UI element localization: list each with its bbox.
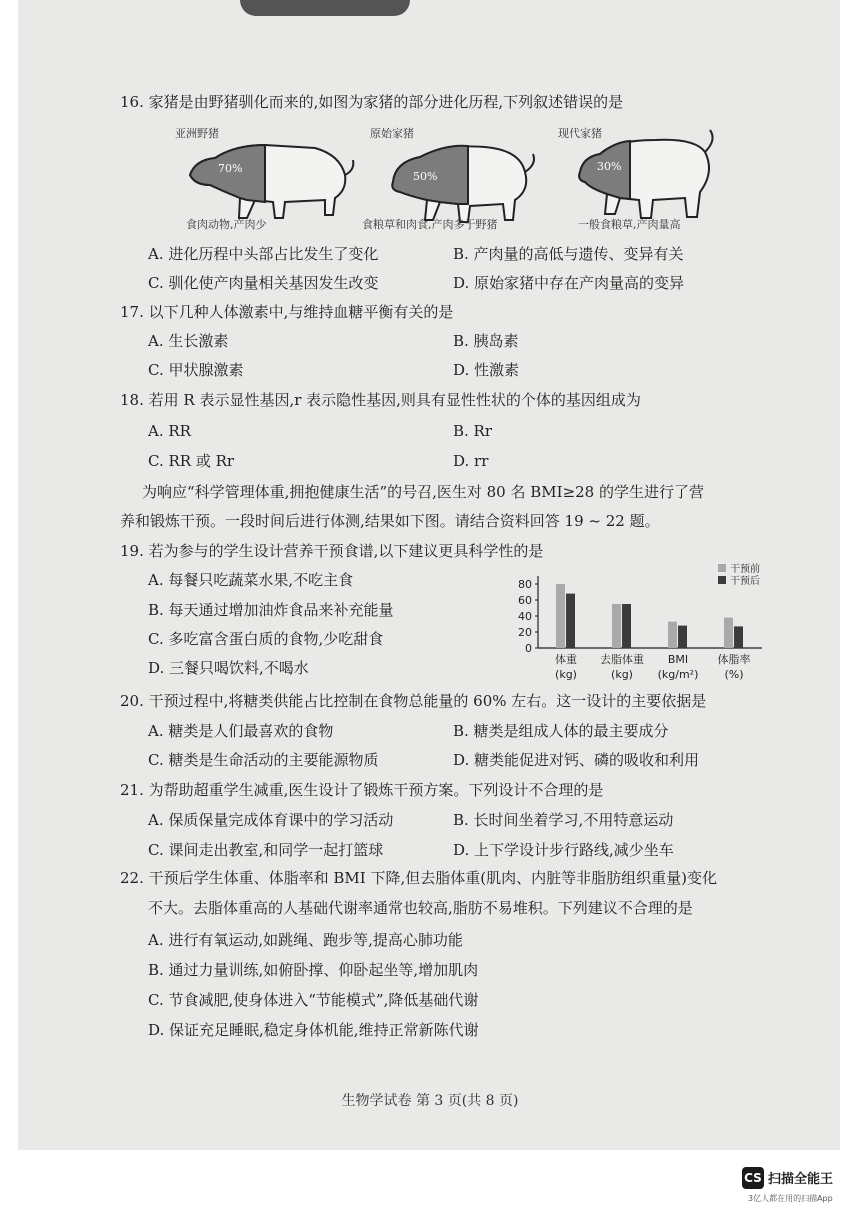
- pig-3-name: 现代家猪: [558, 127, 602, 140]
- q22-option-c: C. 节食减肥,使身体进入“节能模式”,降低基础代谢: [148, 991, 479, 1009]
- q22-option-d: D. 保证充足睡眠,稳定身体机能,维持正常新陈代谢: [148, 1021, 479, 1039]
- q17-option-d: D. 性激素: [453, 361, 520, 379]
- q22-option-b: B. 通过力量训练,如俯卧撑、仰卧起坐等,增加肌肉: [148, 961, 479, 979]
- question-22-stem-line-2: 不大。去脂体重高的人基础代谢率通常也较高,脂肪不易堆积。下列建议不合理的是: [148, 899, 693, 917]
- q20-option-d: D. 糖类能促进对钙、磷的吸收和利用: [453, 751, 700, 769]
- q18-option-a: A. RR: [148, 422, 191, 440]
- chart-x-tick-label: 体重: [555, 653, 577, 666]
- question-18-stem: 18. 若用 R 表示显性基因,r 表示隐性基因,则具有显性性状的个体的基因组成为: [120, 391, 641, 409]
- modern-domestic-pig: [579, 130, 712, 218]
- q21-option-c: C. 课间走出教室,和同学一起打篮球: [148, 841, 384, 859]
- chart-x-tick-label: 去脂体重: [600, 653, 644, 666]
- chart-bar: [622, 604, 631, 648]
- brand-tagline: 3亿人都在用的扫描App: [748, 1194, 833, 1203]
- question-21-stem: 21. 为帮助超重学生减重,医生设计了锻炼干预方案。下列设计不合理的是: [120, 781, 604, 799]
- scan-shadow: [240, 0, 410, 16]
- question-19-stem: 19. 若为参与的学生设计营养干预食谱,以下建议更具科学性的是: [120, 542, 544, 560]
- chart-bar: [724, 618, 733, 648]
- pig-2-name: 原始家猪: [370, 127, 414, 140]
- passage-line-2: 养和锻炼干预。一段时间后进行体测,结果如下图。请结合资料回答 19 ~ 22 题。: [120, 512, 660, 530]
- chart-bar: [556, 584, 565, 648]
- page-footer: 生物学试卷 第 3 页(共 8 页): [341, 1093, 519, 1109]
- q16-option-a: A. 进化历程中头部占比发生了变化: [148, 245, 379, 263]
- chart-bar: [566, 594, 575, 648]
- q19-option-a: A. 每餐只吃蔬菜水果,不吃主食: [148, 571, 354, 589]
- pig-1-name: 亚洲野猪: [175, 127, 219, 140]
- scanner-watermark: [742, 1167, 842, 1203]
- q16-option-b: B. 产肉量的高低与遗传、变异有关: [453, 245, 684, 263]
- pig-1-percent: 70%: [218, 162, 243, 175]
- chart-legend-label: 干预前: [730, 564, 760, 575]
- intervention-bar-chart: [500, 560, 790, 685]
- q16-option-c: C. 驯化使产肉量相关基因发生改变: [148, 274, 379, 292]
- q21-option-a: A. 保质保量完成体育课中的学习活动: [148, 811, 394, 829]
- chart-x-tick-label: (%): [724, 668, 744, 681]
- chart-x-tick-label: (kg): [611, 668, 633, 681]
- q17-option-c: C. 甲状腺激素: [148, 361, 244, 379]
- q22-option-a: A. 进行有氧运动,如跳绳、跑步等,提高心肺功能: [148, 931, 463, 949]
- q21-option-d: D. 上下学设计步行路线,减少坐车: [453, 841, 674, 859]
- chart-y-tick-label: 20: [518, 626, 532, 639]
- pig-3-percent: 30%: [597, 160, 622, 173]
- chart-bar: [668, 622, 677, 648]
- q20-option-b: B. 糖类是组成人体的最主要成分: [453, 722, 669, 740]
- chart-y-tick-label: 60: [518, 594, 532, 607]
- q19-option-c: C. 多吃富含蛋白质的食物,少吃甜食: [148, 630, 384, 648]
- q20-option-a: A. 糖类是人们最喜欢的食物: [148, 722, 334, 740]
- chart-x-tick-label: (kg): [555, 668, 577, 681]
- q20-option-c: C. 糖类是生命活动的主要能源物质: [148, 751, 379, 769]
- brand-name: 扫描全能王: [768, 1172, 834, 1187]
- q19-option-b: B. 每天通过增加油炸食品来补充能量: [148, 601, 394, 619]
- question-16-stem: 16. 家猪是由野猪驯化而来的,如图为家猪的部分进化历程,下列叙述错误的是: [120, 93, 624, 111]
- chart-bar: [734, 626, 743, 648]
- pig-1-caption: 食肉动物,产肉少: [186, 218, 267, 231]
- camscanner-logo: CS: [742, 1167, 764, 1189]
- q16-option-d: D. 原始家猪中存在产肉量高的变异: [453, 274, 685, 292]
- q21-option-b: B. 长时间坐着学习,不用特意运动: [453, 811, 674, 829]
- chart-x-tick-label: (kg/m²): [657, 668, 699, 681]
- chart-y-tick-label: 80: [518, 578, 532, 591]
- pig-2-caption: 食粮草和肉食,产肉多于野猪: [362, 218, 498, 231]
- chart-y-tick-label: 0: [525, 642, 532, 655]
- chart-legend-label: 干预后: [730, 576, 760, 587]
- chart-x-tick-label: BMI: [667, 653, 689, 666]
- question-20-stem: 20. 干预过程中,将糖类供能占比控制在食物总能量的 60% 左右。这一设计的主要依据是: [120, 692, 707, 710]
- chart-legend-swatch: [718, 564, 726, 572]
- chart-legend-swatch: [718, 576, 726, 584]
- q17-option-b: B. 胰岛素: [453, 332, 519, 350]
- chart-bar: [678, 626, 687, 648]
- q18-option-b: B. Rr: [453, 422, 493, 440]
- pig-3-caption: 一般食粮草,产肉量高: [578, 218, 681, 231]
- wild-boar-pig: [190, 145, 353, 218]
- question-22-stem-line-1: 22. 干预后学生体重、体脂率和 BMI 下降,但去脂体重(肌肉、内脏等非脂肪组织重量)变化: [120, 869, 717, 887]
- pig-2-percent: 50%: [413, 170, 438, 183]
- passage-line-1: 为响应“科学管理体重,拥抱健康生活”的号召,医生对 80 名 BMI≥28 的学生进行了营: [142, 483, 704, 501]
- chart-bar: [612, 604, 621, 648]
- q18-option-c: C. RR 或 Rr: [148, 452, 235, 470]
- q18-option-d: D. rr: [453, 452, 489, 470]
- question-17-stem: 17. 以下几种人体激素中,与维持血糖平衡有关的是: [120, 303, 454, 321]
- primitive-domestic-pig: [392, 146, 534, 222]
- chart-x-tick-label: 体脂率: [717, 653, 751, 666]
- q19-option-d: D. 三餐只喝饮料,不喝水: [148, 659, 309, 677]
- chart-y-tick-label: 40: [518, 610, 532, 623]
- q17-option-a: A. 生长激素: [148, 332, 229, 350]
